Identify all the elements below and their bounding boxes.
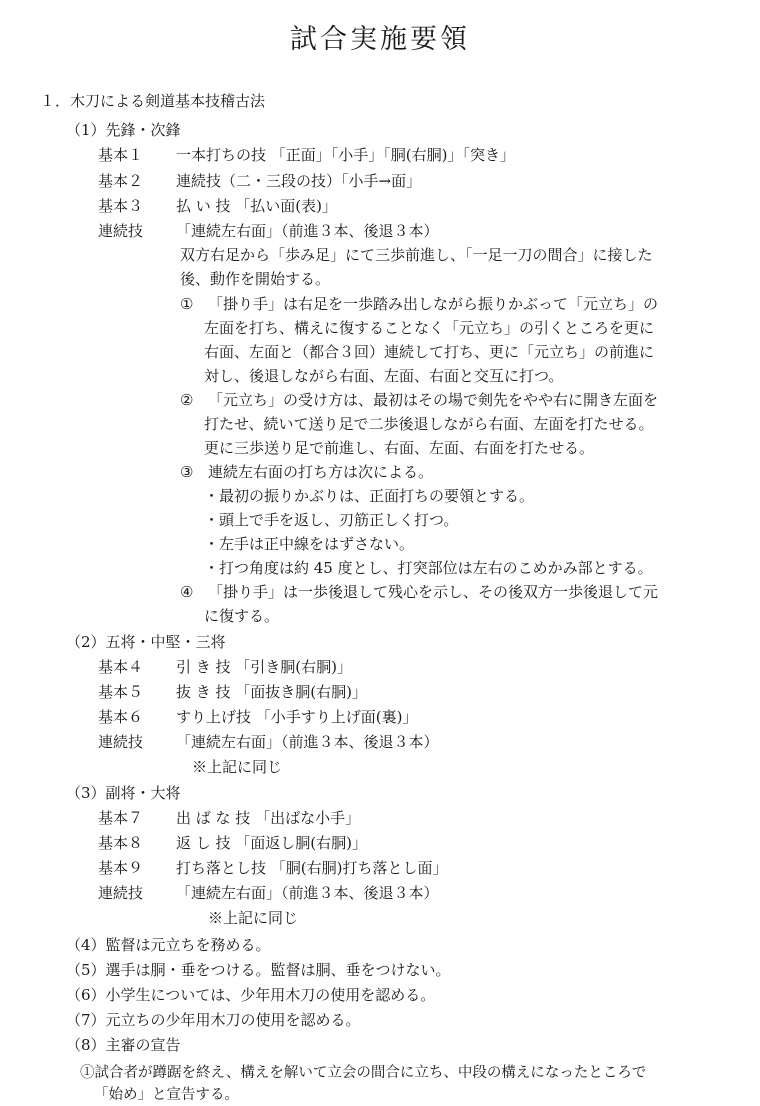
item-number: ① — [180, 295, 194, 313]
item-number: ③ — [180, 463, 194, 481]
bullet-item: ・頭上で手を返し、刃筋正しく打つ。 — [204, 511, 459, 529]
intro-line: 後、動作を開始する。 — [180, 270, 331, 288]
item-line: 左面を打ち、構えに復することなく「元立ち」の引くところを更に — [204, 319, 655, 337]
item-number: ② — [180, 391, 194, 409]
item-line: 「元立ち」の受け方は、最初はその場で剣先をやや右に開き左面を — [208, 391, 659, 409]
row-text: 返 し 技 「面返し胴(右胴)」 — [176, 834, 368, 852]
row-label: 連続技 — [98, 733, 144, 751]
row-label: 基本７ — [98, 809, 144, 827]
rule-item: （6）小学生については、少年用木刀の使用を認める。 — [66, 986, 436, 1004]
bullet-item: ・左手は正中線をはずさない。 — [204, 535, 415, 553]
rule-item: （4）監督は元立ちを務める。 — [66, 936, 271, 954]
section-heading: １．木刀による剣道基本技稽古法 — [40, 92, 266, 110]
row-text: 一本打ちの技 「正面」「小手」「胴(右胴)」「突き」 — [176, 146, 515, 164]
row-label: 基本６ — [98, 708, 144, 726]
row-label: 基本９ — [98, 859, 144, 877]
row-text: 「連続左右面」（前進３本、後退３本） — [176, 733, 439, 751]
row-text: 連続技（二・三段の技）「小手→面」 — [176, 172, 422, 190]
rule-item: （8）主審の宣告 — [66, 1036, 181, 1054]
row-label: 基本２ — [98, 172, 144, 190]
row-text: 払 い 技 「払い面(表)」 — [176, 197, 338, 215]
final-line: 「始め」と宣告する。 — [94, 1087, 239, 1103]
note: ※上記に同じ — [208, 909, 299, 927]
rule-item: （7）元立ちの少年用木刀の使用を認める。 — [66, 1011, 361, 1029]
row-label: 基本４ — [98, 658, 144, 676]
rule-item: （5）選手は胴・垂をつける。監督は胴、垂をつけない。 — [66, 961, 451, 979]
item-line: 打たせ、続いて送り足で二歩後退しながら右面、左面を打たせる。 — [204, 415, 654, 433]
intro-line: 双方右足から「歩み足」にて三歩前進し、「一足一刀の間合」に接した — [180, 246, 653, 264]
row-text: 「連続左右面」（前進３本、後退３本） — [176, 884, 439, 902]
item-line: 右面、左面と（都合３回）連続して打ち、更に「元立ち」の前進に — [204, 343, 655, 361]
item-line: 「掛り手」は右足を一歩踏み出しながら振りかぶって「元立ち」の — [208, 295, 659, 313]
row-label: 基本８ — [98, 834, 144, 852]
bullet-item: ・最初の振りかぶりは、正面打ちの要領とする。 — [204, 487, 535, 505]
row-text: すり上げ技 「小手すり上げ面(裏)」 — [176, 708, 418, 726]
row-text: 打ち落とし技 「胴(右胴)打ち落とし面」 — [176, 859, 448, 877]
final-line: ①試合者が蹲踞を終え、構えを解いて立会の間合に立ち、中段の構えになったところで — [80, 1065, 647, 1081]
row-text: 「連続左右面」（前進３本、後退３本） — [176, 222, 439, 240]
item-line: 「掛り手」は一歩後退して残心を示し、その後双方一歩後退して元 — [208, 583, 659, 601]
row-label: 基本３ — [98, 197, 144, 215]
row-label: 基本５ — [98, 683, 144, 701]
group-heading: （1）先鋒・次鋒 — [66, 121, 181, 139]
document-title: 試合実施要領 — [290, 24, 470, 55]
bullet-item: ・打つ角度は約 45 度とし、打突部位は左右のこめかみ部とする。 — [204, 559, 653, 577]
row-label: 連続技 — [98, 884, 144, 902]
item-line: 対し、後退しながら右面、左面、右面と交互に打つ。 — [204, 367, 564, 385]
item-line: 連続左右面の打ち方は次による。 — [208, 463, 434, 481]
row-label: 基本１ — [98, 146, 144, 164]
item-number: ④ — [180, 583, 194, 601]
row-text: 引 き 技 「引き胴(右胴)」 — [176, 658, 353, 676]
row-label: 連続技 — [98, 222, 144, 240]
group-heading: （3）副将・大将 — [66, 784, 181, 802]
row-text: 出 ば な 技 「出ばな小手」 — [176, 809, 361, 827]
item-line: に復する。 — [204, 607, 280, 625]
row-text: 抜 き 技 「面抜き胴(右胴)」 — [176, 683, 368, 701]
item-line: 更に三歩送り足で前進し、右面、左面、右面を打たせる。 — [204, 439, 595, 457]
note: ※上記に同じ — [192, 758, 283, 776]
group-heading: （2）五将・中堅・三将 — [66, 633, 226, 651]
